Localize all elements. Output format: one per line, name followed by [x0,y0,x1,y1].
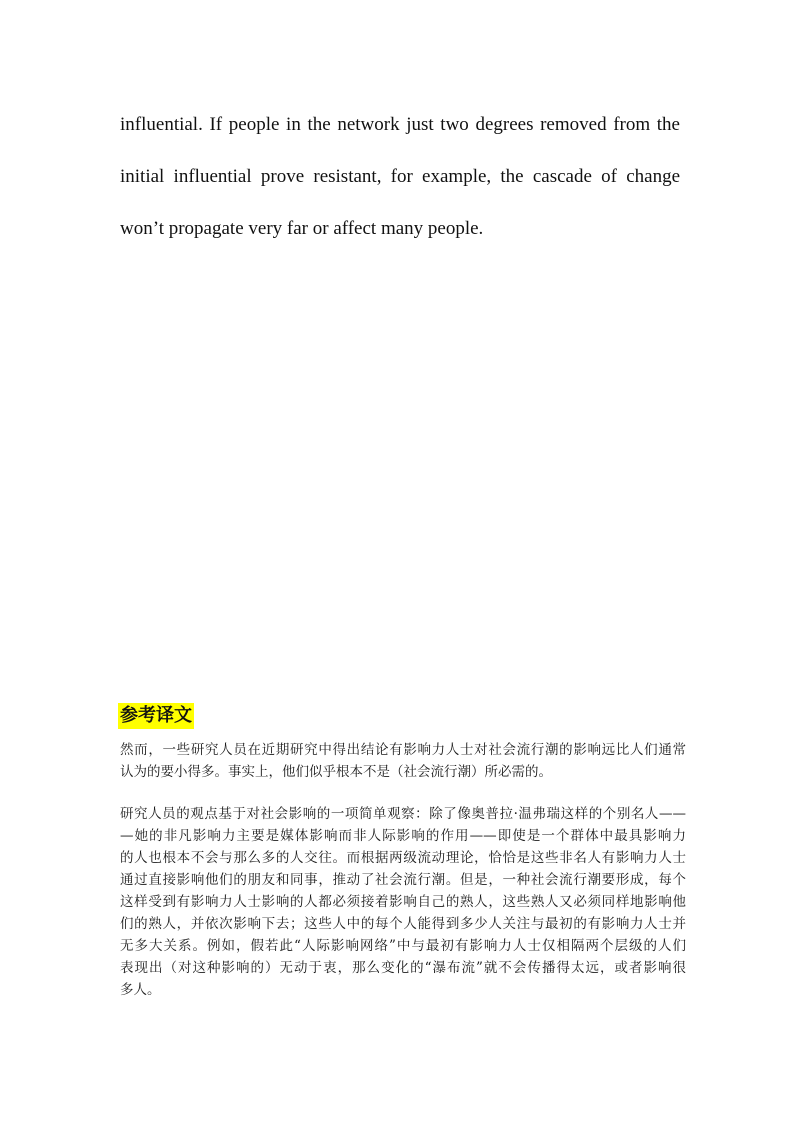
paragraph-line: 然而，一些研究人员在近期研究中得出结论有影响力人士对社会流行潮的影响远比人们通常 [120,742,686,758]
translation-paragraph [120,803,686,1001]
english-text-line: won’t propagate very far or affect many people. [120,218,484,239]
paragraph-line: 多人。 [120,982,161,998]
english-text-line: influential. If people in the network just two degrees removed from the [120,114,680,135]
paragraph-line: —她的非凡影响力主要是媒体影响而非人际影响的作用——即使是一个群体中最具影响力 [120,828,686,844]
paragraph-line: 研究人员的观点基于对社会影响的一项简单观察：除了像奥普拉·温弗瑞这样的个别名人—— [120,806,686,822]
paragraph-line: 表现出（对这种影响的）无动于衷，那么变化的“瀑布流”就不会传播得太远，或者影响很 [120,960,686,976]
paragraph-line: 的人也根本不会与那么多的人交往。而根据两级流动理论，恰恰是这些非名人有影响力人士 [120,850,686,866]
paragraph-line: 们的熟人，并依次影响下去；这些人中的每个人能得到多少人关注与最初的有影响力人士并 [120,916,686,932]
paragraph-line: 认为的要小得多。事实上，他们似乎根本不是（社会流行潮）所必需的。 [120,764,552,780]
paragraph-line: 通过直接影响他们的朋友和同事，推动了社会流行潮。但是，一种社会流行潮要形成，每个 [120,872,686,888]
translation-paragraph [120,739,686,783]
translation-heading: 参考译文 [118,703,194,729]
paragraph-line: 无多大关系。例如，假若此“人际影响网络”中与最初有影响力人士仅相隔两个层级的人们 [120,938,686,954]
english-text-line: initial influential prove resistant, for example, the cascade of change [120,166,680,187]
paragraph-line: 这样受到有影响力人士影响的人都必须接着影响自己的熟人，这些熟人又必须同样地影响他 [120,894,686,910]
